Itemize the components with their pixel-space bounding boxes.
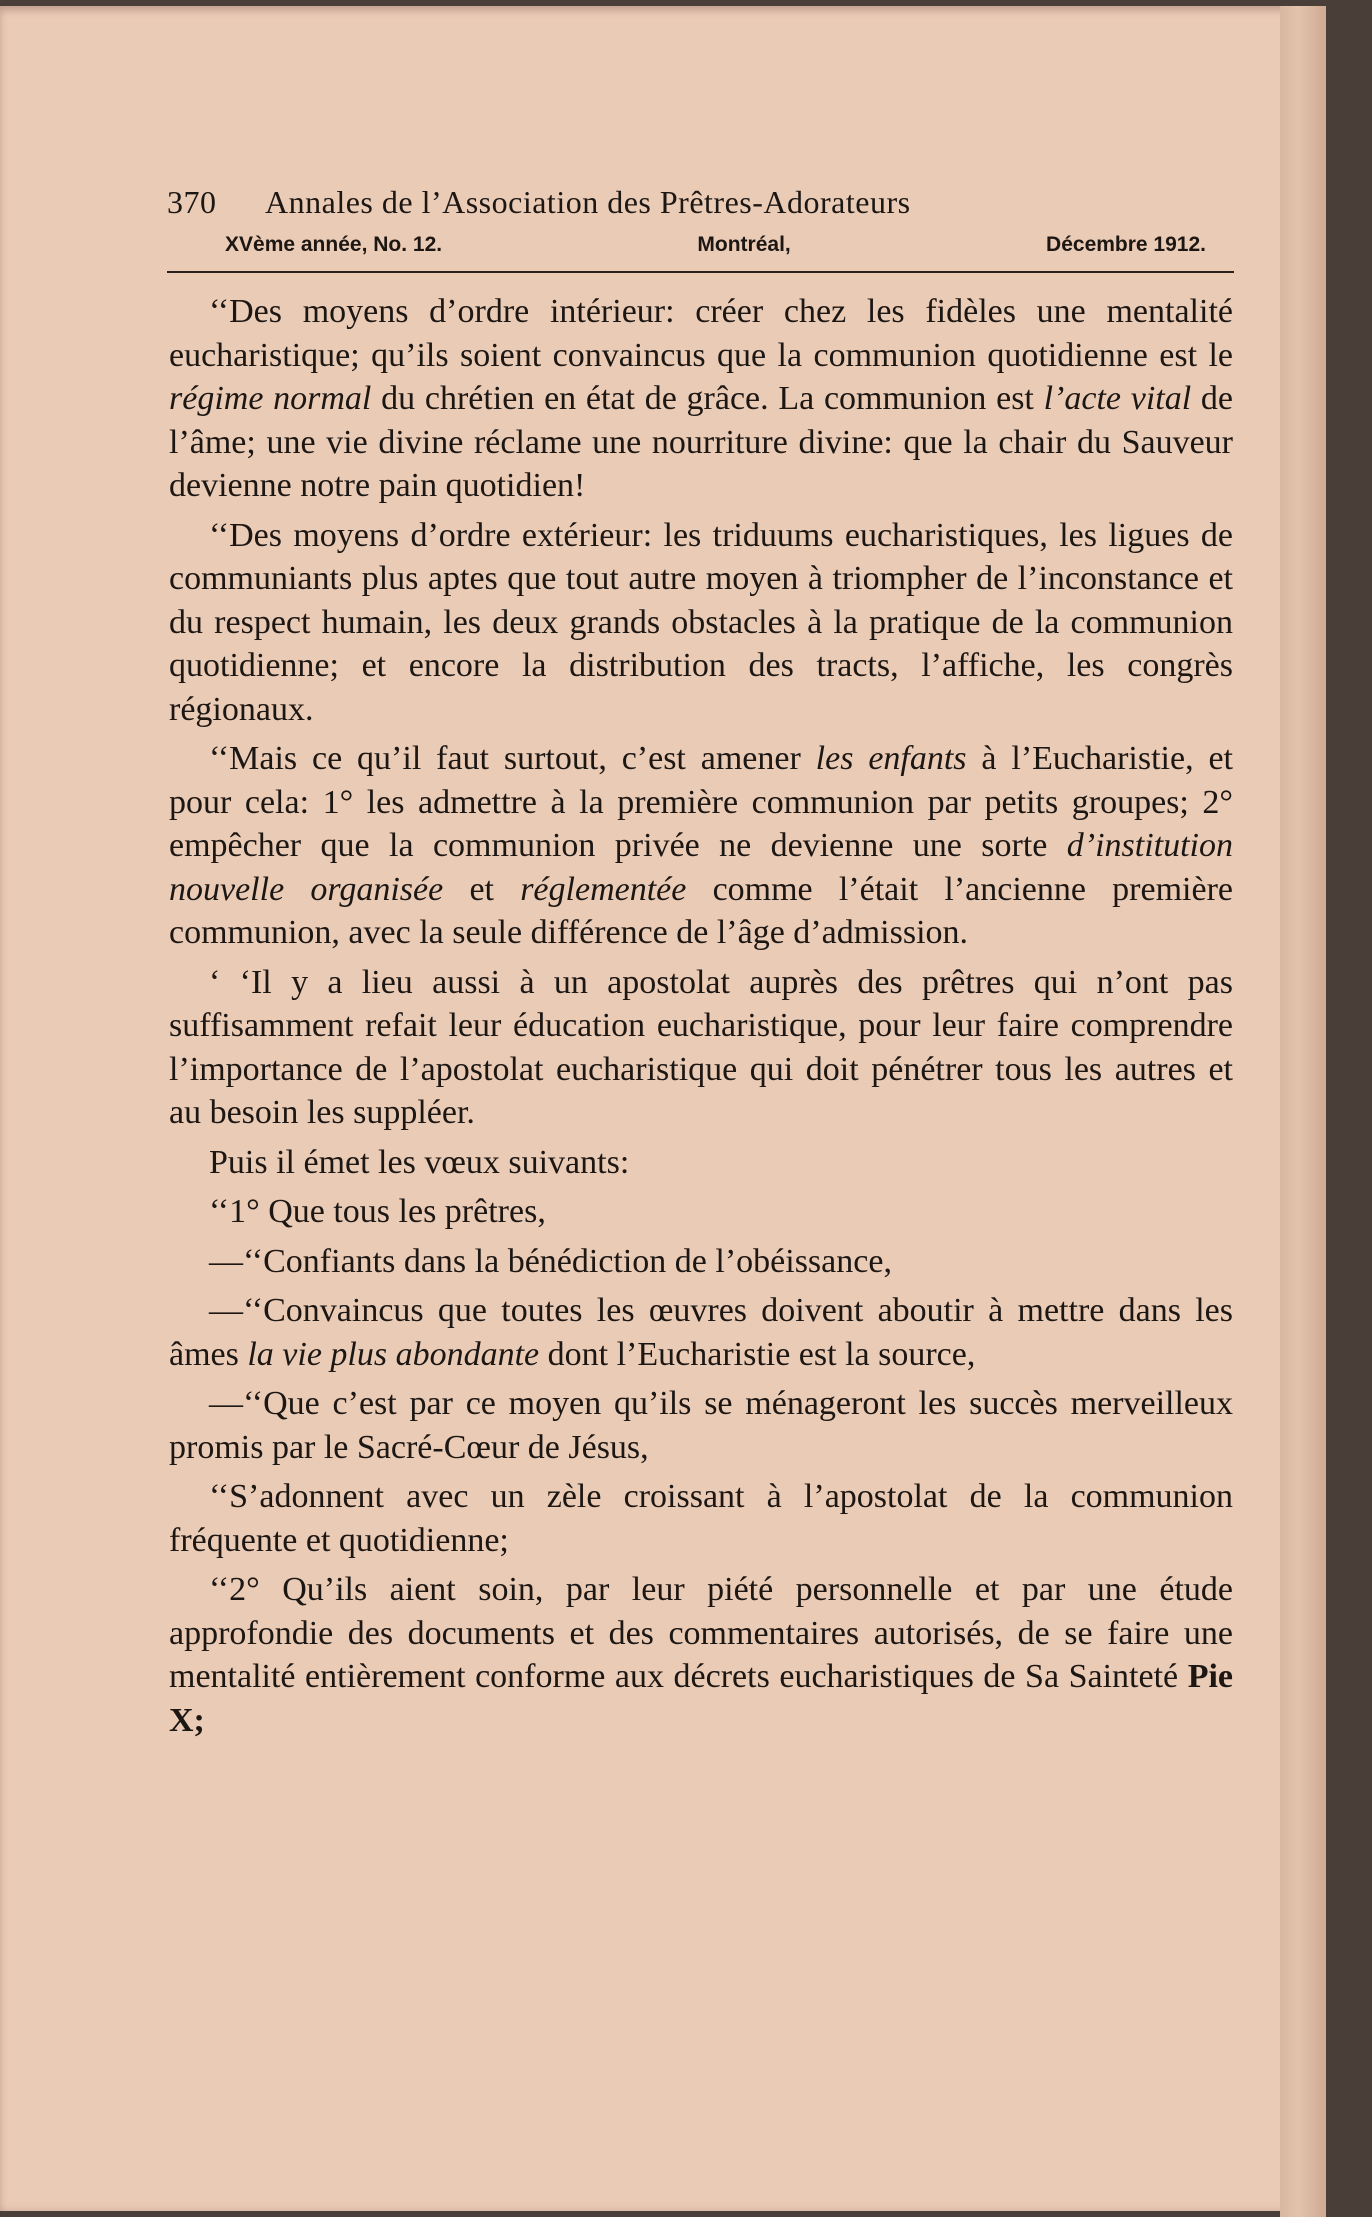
issue-label: XVème année, No. 12. xyxy=(225,233,443,256)
paragraph xyxy=(169,1289,1233,1376)
header-rule xyxy=(167,271,1234,273)
italic-text: les enfants xyxy=(815,740,967,777)
paragraph xyxy=(169,1568,1233,1742)
paragraph xyxy=(169,1382,1233,1469)
text-run: de l’âme; une vie divine réclame une nourriture divine: que la chair du Sauveur devienne notre pain quotidien! xyxy=(169,380,1233,504)
paragraph xyxy=(169,1475,1233,1562)
text-run: ‘ ‘Il y a lieu aussi à un apostolat auprès des prêtres qui n’ont pas suffisamment refait leur éducation eucharistique, pour leur faire comprendre l’importance de l’apostolat eucharistique qui doit pénétrer tous les autres et au besoin les suppléer. xyxy=(169,963,1233,1131)
text-run: à l’Eucharistie, et pour cela: 1° les admettre à la première communion par petits groupes; 2° empêcher que la communion privée ne devienne une sorte xyxy=(169,740,1233,864)
page-number: 370 xyxy=(167,184,217,220)
text-run: ‘‘1° Que tous les prêtres, xyxy=(209,1193,546,1230)
text-run: Puis il émet les vœux suivants: xyxy=(209,1143,630,1181)
text-run: dont l’Eucharistie est la source, xyxy=(539,1335,976,1373)
date-label: Décembre 1912. xyxy=(1046,233,1206,256)
paragraph xyxy=(169,514,1233,732)
book-page xyxy=(0,6,1326,2211)
text-run: ‘‘Des moyens d’ordre extérieur: les triduums eucharistiques, les ligues de communiants plus aptes que tout autre moyen à triompher de l’inconstance et du respect humain, les deux grands obstacles à la pratique de la communion quotidienne; et encore la distribution des tracts, l’affiche, les congrès régionaux. xyxy=(169,516,1233,728)
paragraph xyxy=(169,737,1233,955)
paragraph xyxy=(169,961,1233,1135)
text-run: ‘‘S’adonnent avec un zèle croissant à l’apostolat de la communion fréquente et quotidienne; xyxy=(169,1478,1233,1559)
running-header xyxy=(167,184,1234,257)
header-title-line xyxy=(167,184,1234,221)
italic-text: d’institution nouvelle organisée xyxy=(169,827,1233,908)
header-issue-line xyxy=(167,233,1234,257)
text-run: comme l’était l’ancienne première communion, avec la seule différence de l’âge d’admission. xyxy=(169,870,1233,951)
italic-text: régime normal xyxy=(169,380,372,417)
bold-text: Pie X; xyxy=(169,1658,1233,1739)
publication-title: Annales de l’Association des Prêtres-Adorateurs xyxy=(265,184,911,220)
page-edge xyxy=(1280,6,1326,2217)
text-run: du chrétien en état de grâce. La communion est xyxy=(371,380,1044,417)
text-run: —‘‘Convaincus que toutes les œuvres doivent aboutir à mettre dans les âmes xyxy=(169,1292,1233,1373)
text-run: ‘‘Mais ce qu’il faut surtout, c’est amener xyxy=(209,740,816,777)
text-run: —‘‘Que c’est par ce moyen qu’ils se ménageront les succès merveilleux promis par le Sacré-Cœur de Jésus, xyxy=(169,1385,1233,1466)
paragraph xyxy=(169,1190,1233,1234)
italic-text: réglementée xyxy=(520,870,687,908)
text-run: —‘‘Confiants dans la bénédiction de l’obéissance, xyxy=(209,1242,892,1280)
italic-text: la vie plus abondante xyxy=(247,1335,540,1373)
paragraph xyxy=(169,1141,1233,1185)
place-label: Montréal, xyxy=(697,233,791,256)
italic-text: l’acte vital xyxy=(1043,380,1192,417)
body-text xyxy=(169,290,1233,1748)
text-run: et xyxy=(443,870,521,908)
text-run: ‘‘2° Qu’ils aient soin, par leur piété personnelle et par une étude approfondie des documents et des commentaires autorisés, de se faire une mentalité entièrement conforme aux décrets eucharistiques de Sa Sainteté xyxy=(169,1571,1233,1695)
paragraph xyxy=(169,1240,1233,1284)
text-run: ‘‘Des moyens d’ordre intérieur: créer chez les fidèles une mentalité eucharistique; qu’ils soient convaincus que la communion quotidienne est le xyxy=(169,293,1233,374)
paragraph xyxy=(169,290,1233,508)
